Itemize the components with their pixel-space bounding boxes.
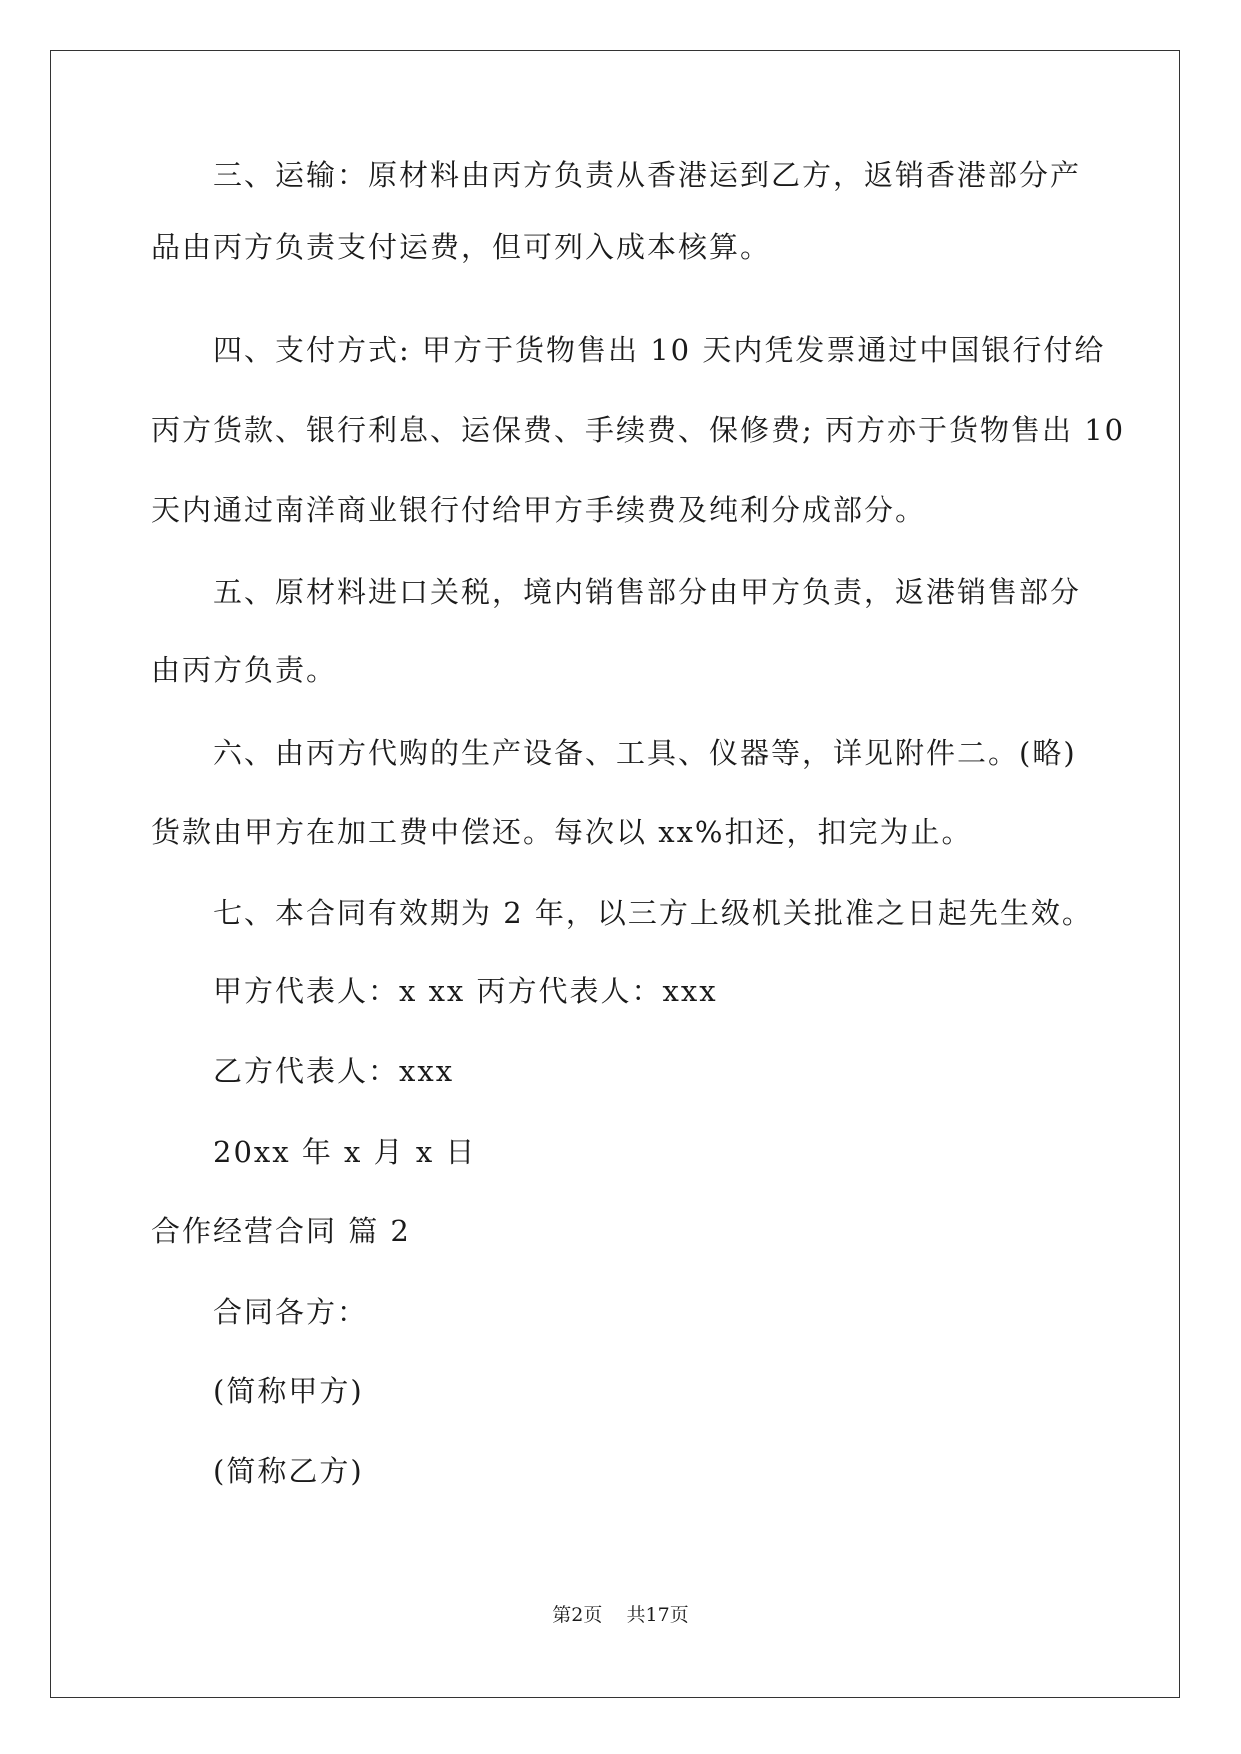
page-footer: 第2页 共17页: [552, 1604, 689, 1626]
paragraph-7: 七、本合同有效期为 2 年，以三方上级机关批准之日起先生效。: [213, 896, 1093, 930]
party-b-line: (简称乙方): [213, 1454, 364, 1488]
paragraph-4-line-2: 丙方货款、银行利息、运保费、手续费、保修费; 丙方亦于货物售出 10: [151, 413, 1126, 447]
paragraph-6-line-1: 六、由丙方代购的生产设备、工具、仪器等，详见附件二。(略): [213, 736, 1077, 770]
section-heading: 合作经营合同 篇 2: [151, 1214, 411, 1248]
paragraph-6-line-2: 货款由甲方在加工费中偿还。每次以 xx%扣还，扣完为止。: [151, 815, 973, 849]
paragraph-5-line-2: 由丙方负责。: [151, 653, 338, 687]
parties-label: 合同各方：: [213, 1295, 369, 1329]
date-line: 20xx 年 x 月 x 日: [213, 1135, 477, 1169]
paragraph-3-line-2: 品由丙方负责支付运费，但可列入成本核算。: [151, 230, 772, 264]
paragraph-3-line-1: 三、运输：原材料由丙方负责从香港运到乙方，返销香港部分产: [213, 158, 1082, 192]
party-a-line: (简称甲方): [213, 1374, 364, 1408]
paragraph-5-line-1: 五、原材料进口关税，境内销售部分由甲方负责，返港销售部分: [213, 575, 1082, 609]
signatory-line-2: 乙方代表人：xxx: [213, 1054, 455, 1088]
paragraph-4-line-3: 天内通过南洋商业银行付给甲方手续费及纯利分成部分。: [151, 493, 927, 527]
signatory-line-1: 甲方代表人：x xx 丙方代表人：xxx: [213, 974, 718, 1008]
paragraph-4-line-1: 四、支付方式: 甲方于货物售出 10 天内凭发票通过中国银行付给: [213, 333, 1106, 367]
